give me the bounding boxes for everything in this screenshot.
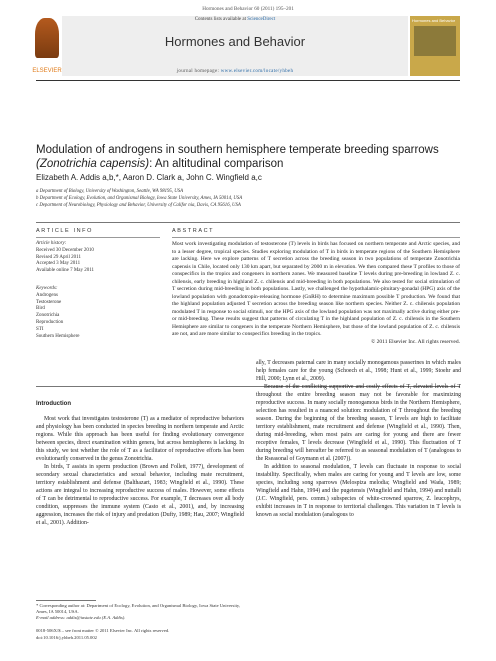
- elsevier-tree-icon: [35, 18, 59, 58]
- history-revised: Revised 29 April 2011: [36, 254, 81, 260]
- journal-title: Hormones and Behavior: [164, 34, 306, 49]
- journal-cover: [410, 16, 460, 76]
- paragraph: Because of the conflicting supportive and costly effects of T, elevated levels of T throughout the entire breeding season may not be favorable for maximizing reproductive success. In many socially monogamous birds in the Northern Hemisphere, selection has resulted in a nuanced solution: modulation of T throughout the breeding season. During the beginning of the breeding season, T levels are high to facilitate territory establishment, mate recruitment and defense (Wingfield et al., 1990). Then, during mid-breeding, when most pairs are caring for young and there are fewer receptive females, T levels decrease (Wingfield et al., 1990). This fluctuation of T during breeding will hereafter be referred to as seasonal modulation of T (analogous to the Rseasonal of Goymann et al. (2007)).: [256, 384, 461, 462]
- affiliation-a: a Department of Biology, University of Washington, Seattle, WA 98195, USA: [36, 189, 184, 194]
- header-rule: [36, 80, 460, 81]
- affiliation-b: b Department of Ecology, Evolution, and Organismal Biology, Iowa State University, Ames, IA 50014, USA: [36, 196, 243, 201]
- homepage-link[interactable]: www.elsevier.com/locate/yhbeh: [220, 69, 294, 74]
- article-info-heading: ARTICLE INFO: [36, 228, 93, 234]
- journal-homepage: journal homepage: www.elsevier.com/locate/yhbeh: [176, 69, 294, 74]
- article-title: Modulation of androgens in southern hemisphere temperate breeding sparrows (Zonotrichia capensis): An altitudinal comparison: [36, 144, 439, 170]
- doi-link[interactable]: doi:10.1016/j.yhbeh.2011.05.002: [36, 635, 97, 640]
- info-rule: [36, 222, 460, 223]
- cover-image: [414, 26, 456, 56]
- history-online: Available online 7 May 2011: [36, 268, 95, 274]
- abstract-heading: ABSTRACT: [172, 228, 215, 234]
- info-underline: [36, 237, 160, 238]
- sciencedirect-link[interactable]: ScienceDirect: [247, 17, 276, 22]
- affiliation-c: c Department of Neurobiology, Physiology and Behavior, University of Califor nia, Davis, CA 95616, USA: [36, 203, 241, 208]
- keyword: STI: [36, 326, 44, 332]
- footnotes: [36, 603, 244, 621]
- email-address: E-mail address: addis@iastate.edu (E.A. Addis).: [36, 615, 126, 620]
- history-accepted: Accepted 3 May 2011: [36, 261, 81, 267]
- cover-title: Hormones and Behavior: [412, 18, 456, 23]
- body-column-1: [36, 415, 244, 527]
- running-head: Hormones and Behavior 60 (2011) 195–201: [202, 6, 294, 12]
- footnote-rule: [36, 600, 96, 601]
- keywords: Keywords: Androgens Testosterone Bird Zonotrichia Reproduction STI Southern Hemisphere: [36, 286, 160, 340]
- keyword: Southern Hemisphere: [36, 333, 80, 339]
- paragraph: In addition to seasonal modulation, T levels can fluctuate in response to social instability. Specifically, when males are caring for young and T levels are low, some species, including song sparrows (Melospiza melodia; Wingfield and Wada, 1989; Wingfield and Hahn, 1994) and the pugetensis (Wingfield and Hahn, 1994) and nuttalli (J.C. Wingfield, pers. comm.) subspecies of white-crowned sparrow, Z. leucophrys, exhibit increases in T in response to territorial challenges. This variation in T levels is known as social modulation (analogous to: [256, 464, 461, 518]
- publisher-wordmark: ELSEVIER: [32, 68, 62, 74]
- paragraph: ally, T decreases paternal care in many socially monogamous passerines in which males help females care for the young (Schoech et al., 1998; Hunt et al., 1999; Stoehr and Hill, 2000; Lynn et al., 2009).: [256, 360, 461, 382]
- introduction-heading: Introduction: [36, 401, 71, 407]
- paragraph: Most work that investigates testosterone (T) as a mediator of reproductive behaviors and physiology has been conducted in species breeding in northern temperate and Arctic regions. While this approach has been useful for finding evolutionary convergence between species, direct examination within genera, but across hemispheres is lacking. In this study, we test whether the role of T as a facilitator of reproductive efforts has been evolutionarily conserved in the genus Zonotrichia.: [36, 416, 244, 462]
- keyword: Androgens: [36, 292, 58, 298]
- elsevier-logo: [32, 16, 62, 76]
- keyword: Bird: [36, 306, 45, 312]
- history-received: Received 30 December 2010: [36, 247, 94, 253]
- issn-line: 0018-506X/$ – see front matter © 2011 Elsevier Inc. All rights reserved.: [36, 628, 170, 633]
- journal-banner: [62, 16, 408, 76]
- authors: Elizabeth A. Addis a,b,*, Aaron D. Clark a, John C. Wingfield a,c: [36, 173, 262, 182]
- copyright: © 2011 Elsevier Inc. All rights reserved.: [371, 338, 460, 345]
- keyword: Testosterone: [36, 299, 62, 305]
- corresponding-author: * Corresponding author at: Department of Ecology, Evolution, and Organismal Biology, Iowa State University, Ames, IA 50014, USA.: [36, 603, 241, 614]
- keyword: Reproduction: [36, 319, 64, 325]
- keyword: Zonotrichia: [36, 313, 60, 319]
- abstract-underline: [172, 237, 460, 238]
- body-column-2: [256, 359, 461, 519]
- paragraph: In birds, T assists in sperm production (Brown and Follett, 1977), development of secondary sexual characteristics and sexual behavior, including mate recruitment, territory establishment and defense (Balthazart, 1983; Wingfield et al., 1990). These actions are integral to increasing reproductive success of males. However, some effects of T can be detrimental to reproductive success. For example, T decreases over all body condition, suppresses the immune system (Casto et al., 2001), and, by increasing aggression, increases the risk of injury and predation (Dufty, 1989; Hau, 2007; Wingfield et al., 2001). Addition-: [36, 464, 244, 526]
- contents-line: Contents lists available at ScienceDirect: [194, 17, 276, 22]
- article-history: Article history: Received 30 December 2010 Revised 29 April 2011 Accepted 3 May 2011 Available online 7 May 2011: [36, 241, 160, 275]
- abstract-text: Most work investigating modulation of testosterone (T) levels in birds has focused on northern temperate and Arctic species, and to a lesser degree, tropical species. Studies exploring modulation of T in birds in temperate regions of the Southern Hemisphere are lacking. Here we explore patterns of T secretion across the breeding season in two populations of temperate Zonotrichia capensis in Chile, located only 130 km apart, but separated by 2000 m in elevation. We then compared these T profiles to those of conspecifics in the tropics and congeners in northern zones. We measured baseline T levels during pre-breeding in lowland Z. c. chilensis, early breeding in highland Z. c. chilensis and mid-breeding in both populations. We also tested for social stimulation of T secretion during mid-breeding in both populations. Lastly, we challenged the hypothalamic-pituitary-gonadal (HPG) axis of the lowland population with gonadotropin-releasing hormone (GnRH) to determine maximum possible T production. We found that the highland population adjusted T secretion across the breeding season like northern species. Neither Z. c. chilensis population modulated T in response to social stimuli, nor the HPG axis of the lowland population was not maximally active during either pre- or mid-breeding. These results suggest that patterns of circulating T in the highland population of Z. c. chilensis in the Southern Hemisphere are similar to congeners in the temperate Northern Hemisphere, but those of the lowland population of Z. c. chilensis are not, and are more similar to conspecifics breeding in the tropics. © 2011 Elsevier Inc. All rights reserved.: [172, 241, 460, 345]
